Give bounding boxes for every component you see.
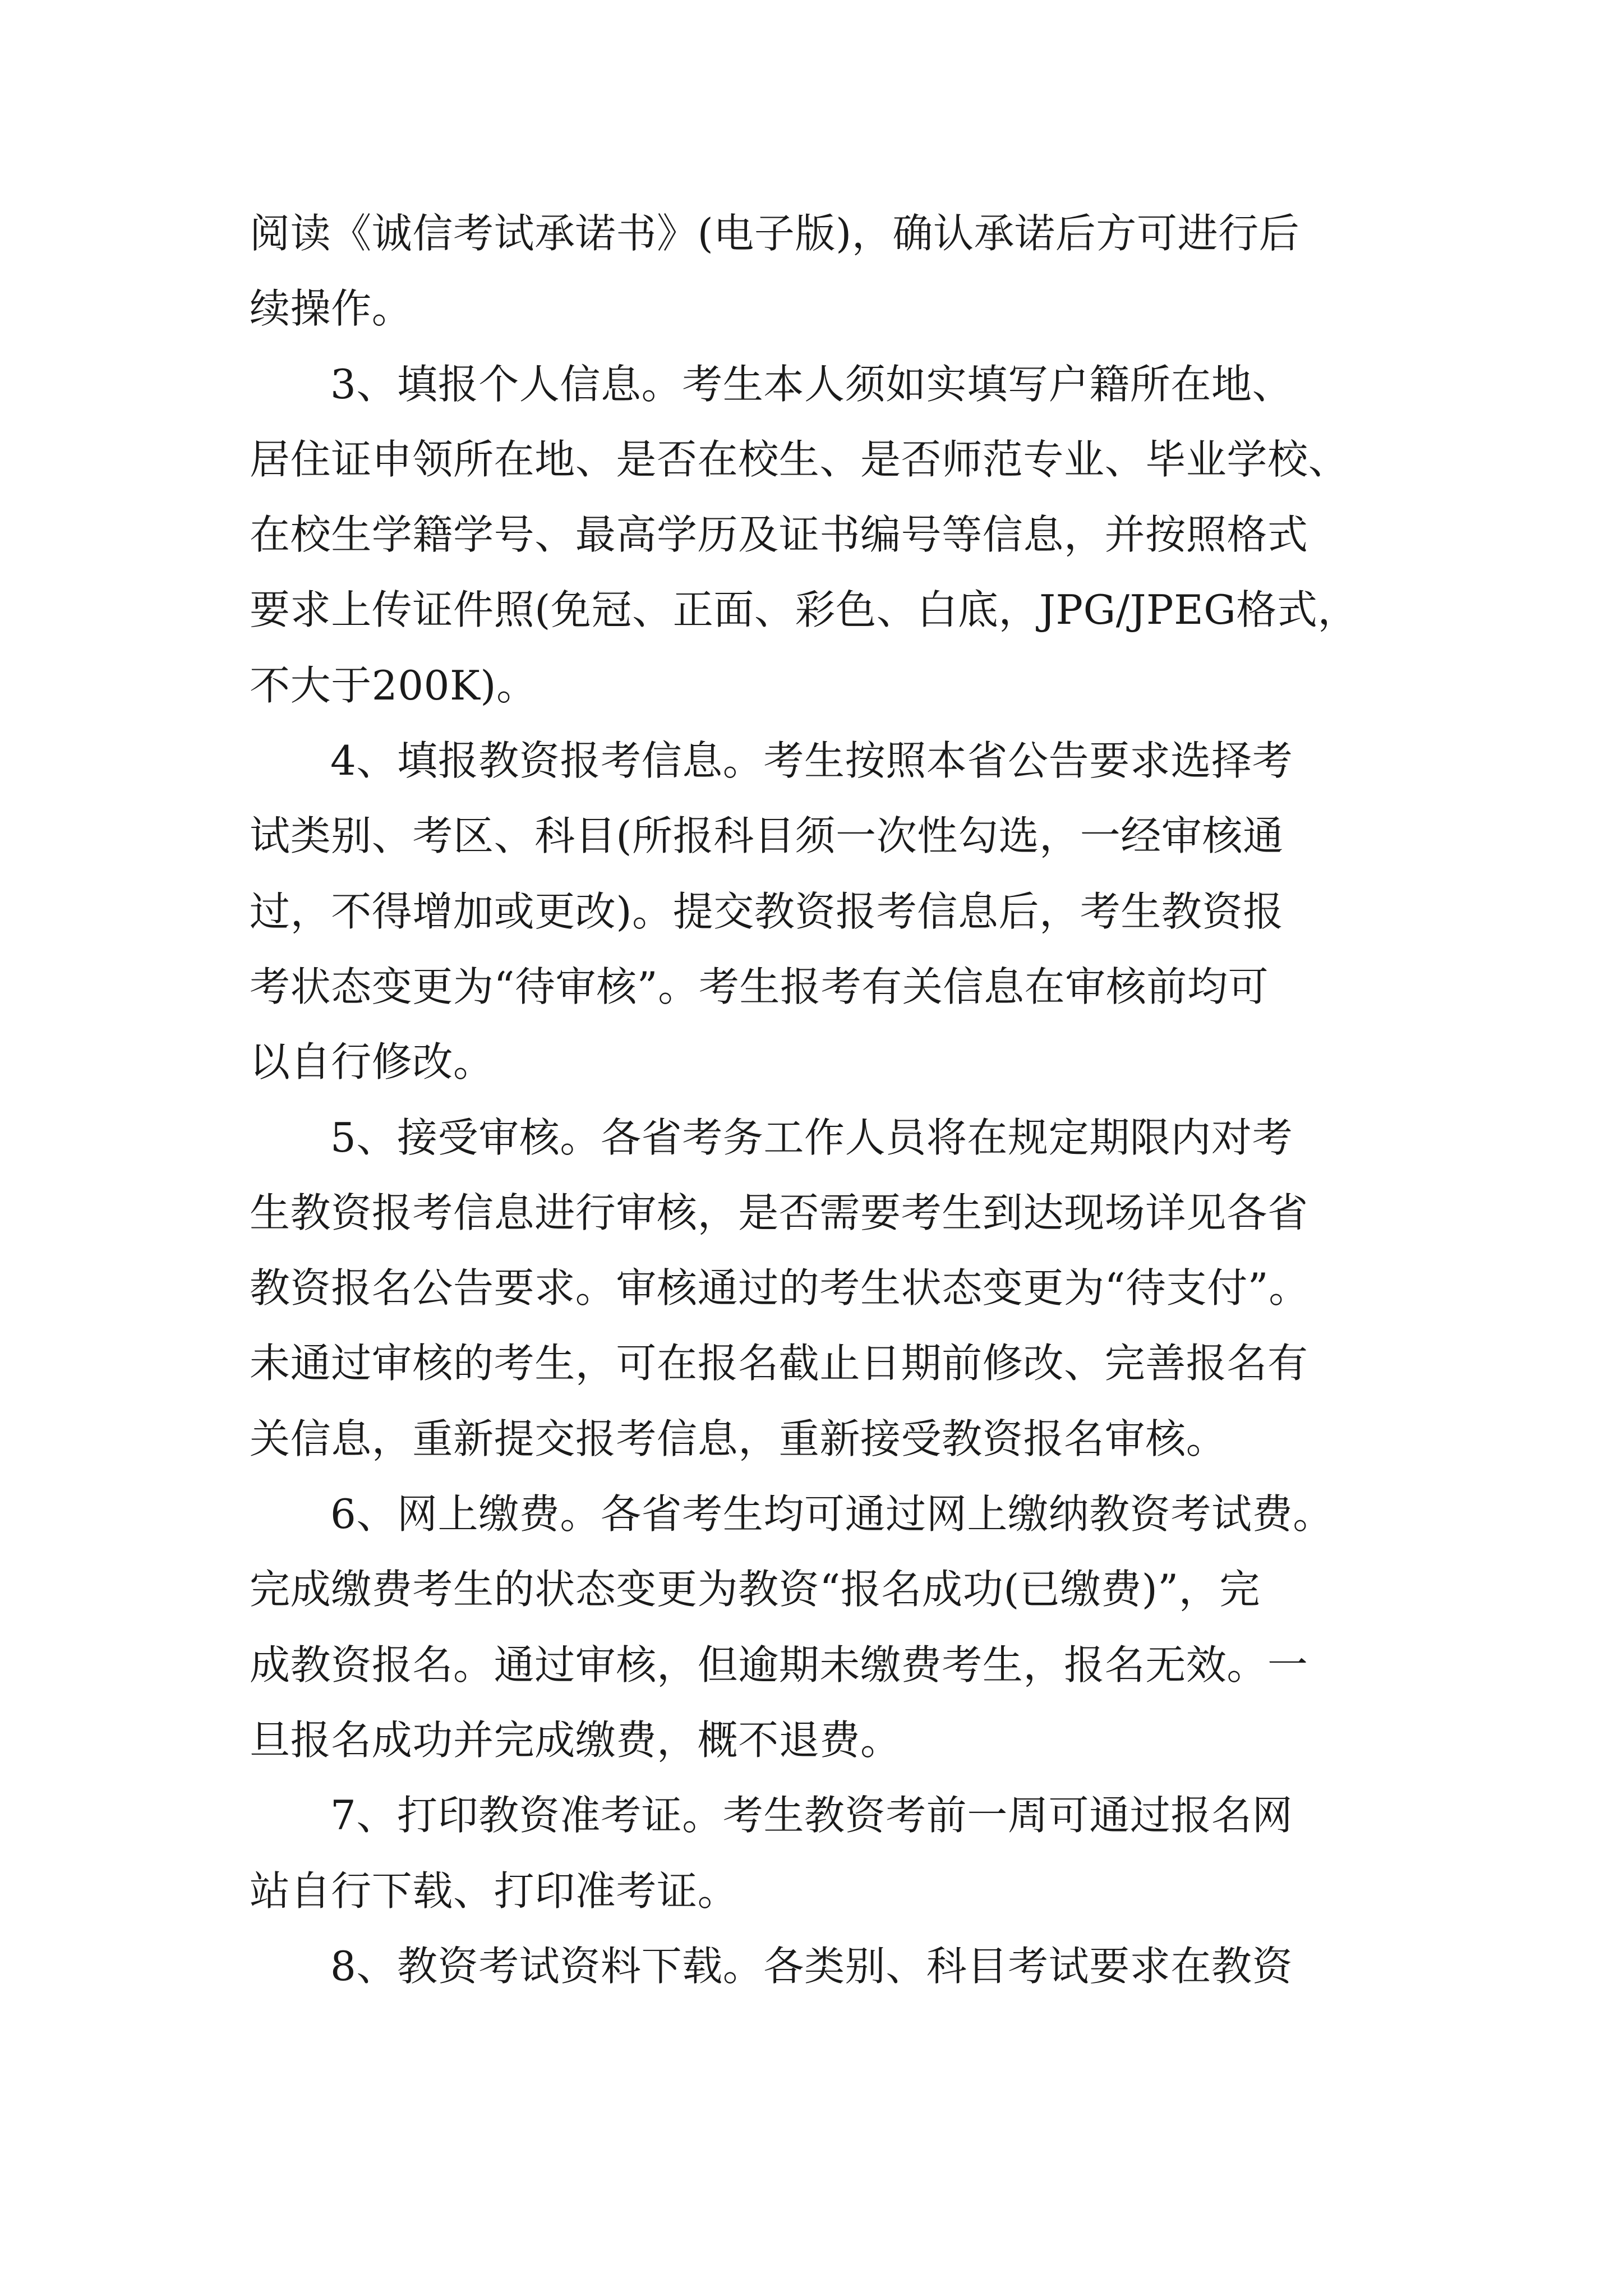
text-line: 在校生学籍学号、最高学历及证书编号等信息，并按照格式	[250, 511, 1308, 559]
paragraph-item-5-start: 5、接受审核。各省考务工作人员将在规定期限内对考	[330, 1114, 1293, 1161]
body-text	[250, 210, 1394, 2018]
text-line: 关信息，重新提交报考信息，重新接受教资报名审核。	[250, 1415, 1227, 1462]
text-line: 过，不得增加或更改)。提交教资报考信息后，考生教资报	[250, 887, 1284, 935]
text-line: 要求上传证件照(免冠、正面、彩色、白底，JPG/JPEG格式，	[250, 586, 1359, 634]
text-line: 未通过审核的考生，可在报名截止日期前修改、完善报名有	[250, 1340, 1308, 1387]
paragraph-item-7-start: 7、打印教资准考证。考生教资考前一周可通过报名网	[330, 1792, 1293, 1839]
paragraph-item-8-start: 8、教资考试资料下载。各类别、科目考试要求在教资	[330, 1942, 1293, 1990]
text-line: 试类别、考区、科目(所报科目须一次性勾选，一经审核通	[250, 812, 1284, 860]
text-line: 不大于200K)。	[250, 661, 537, 709]
paragraph-item-6-start: 6、网上缴费。各省考生均可通过网上缴纳教资考试费。	[330, 1490, 1334, 1538]
text-line: 居住证申领所在地、是否在校生、是否师范专业、毕业学校、	[250, 435, 1349, 483]
text-line: 续操作。	[250, 285, 413, 333]
text-line: 完成缴费考生的状态变更为教资“报名成功(已缴费)”，完	[250, 1566, 1260, 1613]
text-line: 成教资报名。通过审核，但逾期未缴费考生，报名无效。一	[250, 1641, 1308, 1688]
text-line: 生教资报考信息进行审核，是否需要考生到达现场详见各省	[250, 1189, 1308, 1236]
text-line: 教资报名公告要求。审核通过的考生状态变更为“待支付”。	[250, 1264, 1310, 1312]
text-line: 以自行修改。	[250, 1038, 494, 1086]
paragraph-item-3-start: 3、填报个人信息。考生本人须如实填写户籍所在地、	[330, 360, 1293, 408]
text-line: 考状态变更为“待审核”。考生报考有关信息在审核前均可	[250, 963, 1269, 1010]
paragraph-item-4-start: 4、填报教资报考信息。考生按照本省公告要求选择考	[330, 737, 1293, 785]
text-line: 旦报名成功并完成缴费，概不退费。	[250, 1716, 901, 1764]
text-line: 阅读《诚信考试承诺书》(电子版)，确认承诺后方可进行后	[250, 210, 1300, 257]
text-line: 站自行下载、打印准考证。	[250, 1867, 739, 1915]
